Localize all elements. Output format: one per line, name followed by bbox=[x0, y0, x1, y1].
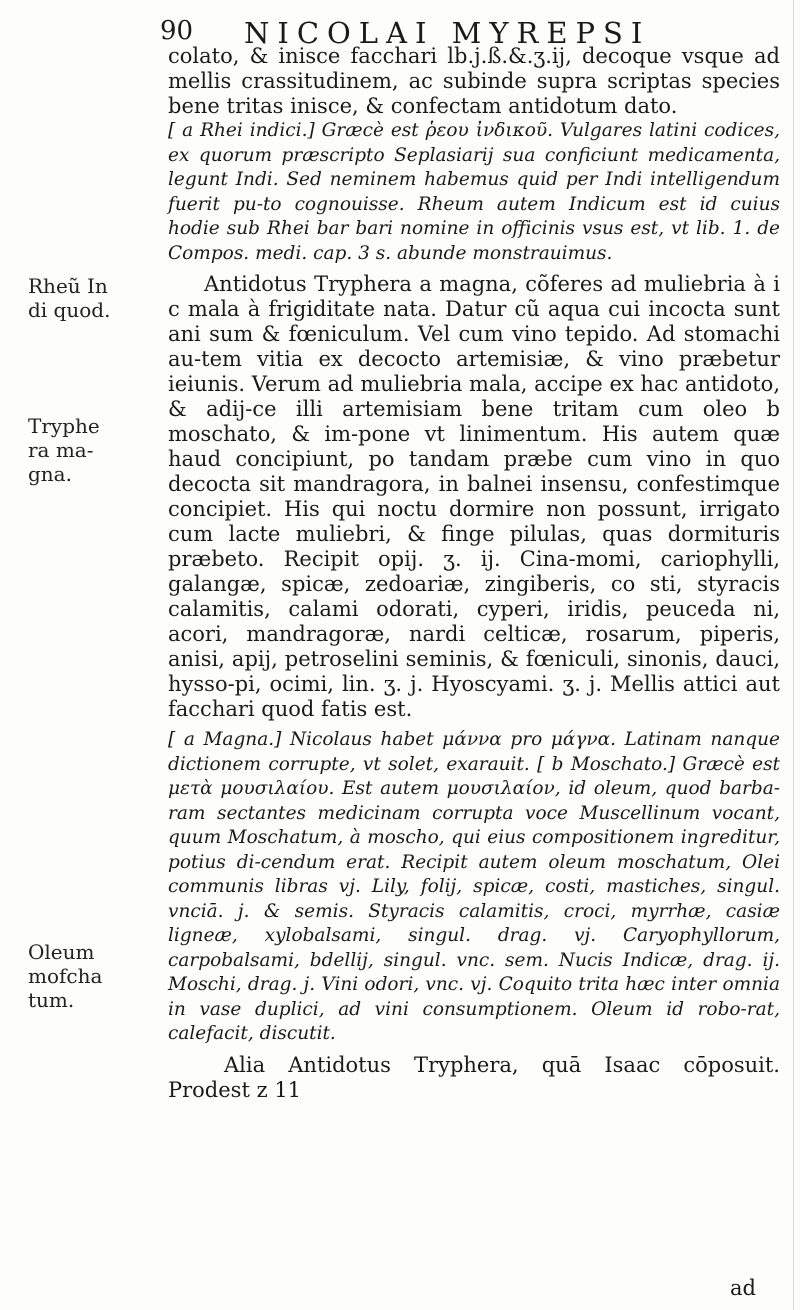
catchword: ad bbox=[730, 1276, 756, 1300]
margin-note-oleum bbox=[28, 940, 102, 1012]
main-text bbox=[168, 44, 780, 1103]
margin-note-tryphera-text: Tryphe ra ma- gna. bbox=[28, 414, 100, 486]
paragraph-note-rheum: [ a Rhei indici.] Græcè est ῥεου ἰνδικοῦ. Vulgares latini codices, ex quorum præscripto Seplasiarij sua conficiunt medicamenta, legunt Indi. Sed neminem habemus quid per Indi intelligendum fuerit pu-to cognouisse. Rheum autem Indicum est id cuius hodie sub Rhei bar bari nomine in officinis vsus est, vt lib. 1. de Compos. medi. cap. 3 s. abunde monstrauimus. bbox=[168, 120, 780, 264]
margin-note-rheum bbox=[28, 274, 110, 322]
paragraph-note-magna: [ a Magna.] Nicolaus habet μάννα pro μάγνα. Latinam nanque dictionem corrupte, vt solet, exarauit. [ b Moschato.] Græcè est μετὰ μουσιλαίου. Est autem μουσιλαίον, id oleum, quod barba-ram sectantes medicinam corrupta voce Muscellinum vocant, quum Moschatum, à moscho, qui eius compositionem ingreditur, potius di-cendum erat. Recipit autem oleum moschatum, Olei communis libras vj. Lily, folij, spicæ, costi, mastiches, singul. vnciā. j. & semis. Styracis calamitis, croci, myrrhæ, casiæ ligneæ, xylobalsami, singul. drag. vj. Caryophyllorum, carpobalsami, bdellij, singul. vnc. sem. Nucis Indicæ, drag. ij. Moschi, drag. j. Vini odori, vnc. vj. Coquito trita hæc inter omnia in vase duplici, ad vini consumptionem. Oleum id robo-rat, calefacit, discutit. bbox=[168, 729, 780, 1044]
margin-note-rheum-text: Rheũ In di quod. bbox=[28, 274, 111, 322]
margin-note-tryphera bbox=[28, 414, 100, 486]
page-edge-line bbox=[793, 0, 794, 1310]
page-number: 90 bbox=[160, 16, 194, 46]
paragraph-closing: Alia Antidotus Tryphera, quā Isaac cōposuit. Prodest z 11 bbox=[168, 1052, 780, 1102]
running-title: NICOLAI MYREPSI bbox=[244, 16, 651, 50]
margin-note-oleum-text: Oleum mofcha tum. bbox=[28, 940, 103, 1012]
paragraph-tryphera: Antidotus Tryphera a magna, cõferes ad muliebria à i c mala à frigiditate nata. Datur cũ aqua cui incocta sunt ani sum & fœniculum. Vel cum vino tepido. Ad stomachi au-tem vitia ex decocto artemisiæ, & vino præbetur ieiunis. Verum ad muliebria mala, accipe ex hac antidoto, & adij-ce illi artemisiam bene tritam cum oleo b moschato, & im-pone vt linimentum. His autem quæ haud concipiunt, po tandam præbe cum vino in quo decocta sit mandragora, in balnei insensu, confestimque concipiet. His qui noctu dormire non possunt, irrigato cum lacte muliebri, & finge pilulas, quas dormituris præbeto. Recipit opij. ʒ. ij. Cina-momi, cariophylli, galangæ, spicæ, zedoariæ, zingiberis, co sti, styracis calamitis, calami odorati, cyperi, iridis, peuceda ni, acori, mandragoræ, nardi celticæ, rosarum, piperis, anisi, apij, petroselini seminis, & fœniculi, sinonis, dauci, hysso-pi, ocimi, lin. ʒ. j. Hyoscyami. ʒ. j. Mellis attici aut facchari quod fatis est. bbox=[168, 272, 780, 721]
paragraph-intro: colato, & inisce facchari lb.j.ß.&.ʒ.ij, decoque vsque ad mellis crassitudinem, ac subinde supra scriptas species bene tritas inisce, & confectam antidotum dato. bbox=[168, 44, 780, 118]
